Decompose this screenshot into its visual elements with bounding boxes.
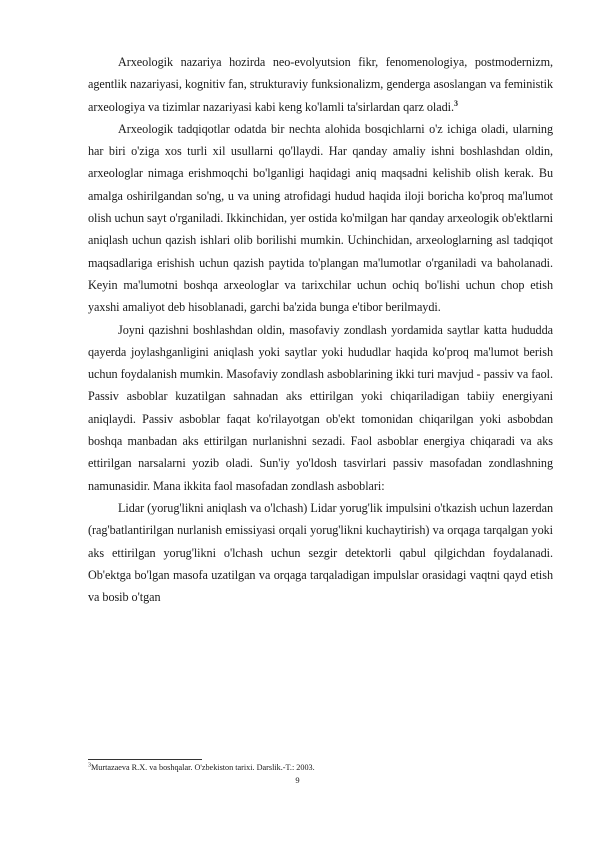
footnote <box>88 762 553 773</box>
footnote-reference[interactable]: 3 <box>453 98 458 108</box>
page-body <box>88 51 553 608</box>
paragraph-1-text: Arxeologik nazariya hozirda neo-evolyutsion fikr, fenomenologiya, postmodernizm, agentlik nazariyasi, kognitiv fan, strukturaviy funksionalizm, genderga asoslangan va feministik arxeologiya va tizimlar nazariyasi kabi keng ko'lamli ta'sirlardan qarz oladi. <box>88 55 553 114</box>
paragraph-3: Joyni qazishni boshlashdan oldin, masofaviy zondlash yordamida saytlar katta hududda qayerda joylashganligini aniqlash yoki saytlar yoki hududlar haqida ko'proq ma'lumot berish uchun foydalanish mumkin. Masofaviy zondlash asboblarining ikki turi mavjud - passiv va faol. Passiv asboblar kuzatilgan sahnadan aks ettirilgan yoki chiqariladigan tabiiy energiyani aniqlaydi. Passiv asboblar faqat ko'rilayotgan ob'ekt tomonidan chiqarilgan yoki asbobdan boshqa manbadan aks ettirilgan nurlanishni sezadi. Faol asboblar energiya chiqaradi va aks ettirilgan narsalarni yozib oladi. Sun'iy yo'ldosh tasvirlari passiv masofadan zondlashning namunasidir. Mana ikkita faol masofadan zondlash asboblari: <box>88 322 553 493</box>
footnote-divider <box>88 759 202 760</box>
paragraph-1 <box>88 51 553 118</box>
page-number: 9 <box>295 775 300 785</box>
footnote-number: 3 <box>88 762 91 769</box>
footnote-text: Murtazaeva R.X. va boshqalar. O'zbekiston tarixi. Darslik.-T.: 2003. <box>91 763 315 772</box>
paragraph-2: Arxeologik tadqiqotlar odatda bir nechta alohida bosqichlarni o'z ichiga oladi, ularning har biri o'ziga xos turli xil usullarni qo'llaydi. Har qanday amaliy ishni boshlashdan oldin, arxeologlar nimaga erishmoqchi bo'lganligi haqidagi aniq maqsadni kelishib olish kerak. Bu amalga oshirilgandan so'ng, u va uning atrofidagi hudud haqida iloji boricha ko'proq ma'lumot olish uchun sayt o'rganiladi. Ikkinchidan, yer ostida ko'milgan har qanday arxeologik ob'ektlarni aniqlash uchun qazish ishlari olib borilishi mumkin. Uchinchidan, arxeologlarning asl tadqiqot maqsadlariga erishish uchun qazish paytida to'plangan ma'lumotlar o'rganiladi va baholanadi. Keyin ma'lumotni boshqa arxeologlar va tarixchilar uchun ochiq bo'lishi uchun chop etish yaxshi amaliyot deb hisoblanadi, garchi ba'zida bunga e'tibor berilmaydi. <box>88 121 553 315</box>
paragraph-4: Lidar (yorug'likni aniqlash va o'lchash) Lidar yorug'lik impulsini o'tkazish uchun lazerdan (rag'batlantirilgan nurlanish emissiyasi orqali yorug'likni kuchaytirish) va orqaga tarqalgan yoki aks ettirilgan yorug'likni o'lchash uchun sezgir detektorli qabul qilgichdan foydalanadi. Ob'ektga bo'lgan masofa uzatilgan va orqaga tarqaladigan impulslar orasidagi vaqtni qayd etish va bosib o'tgan <box>88 500 553 605</box>
